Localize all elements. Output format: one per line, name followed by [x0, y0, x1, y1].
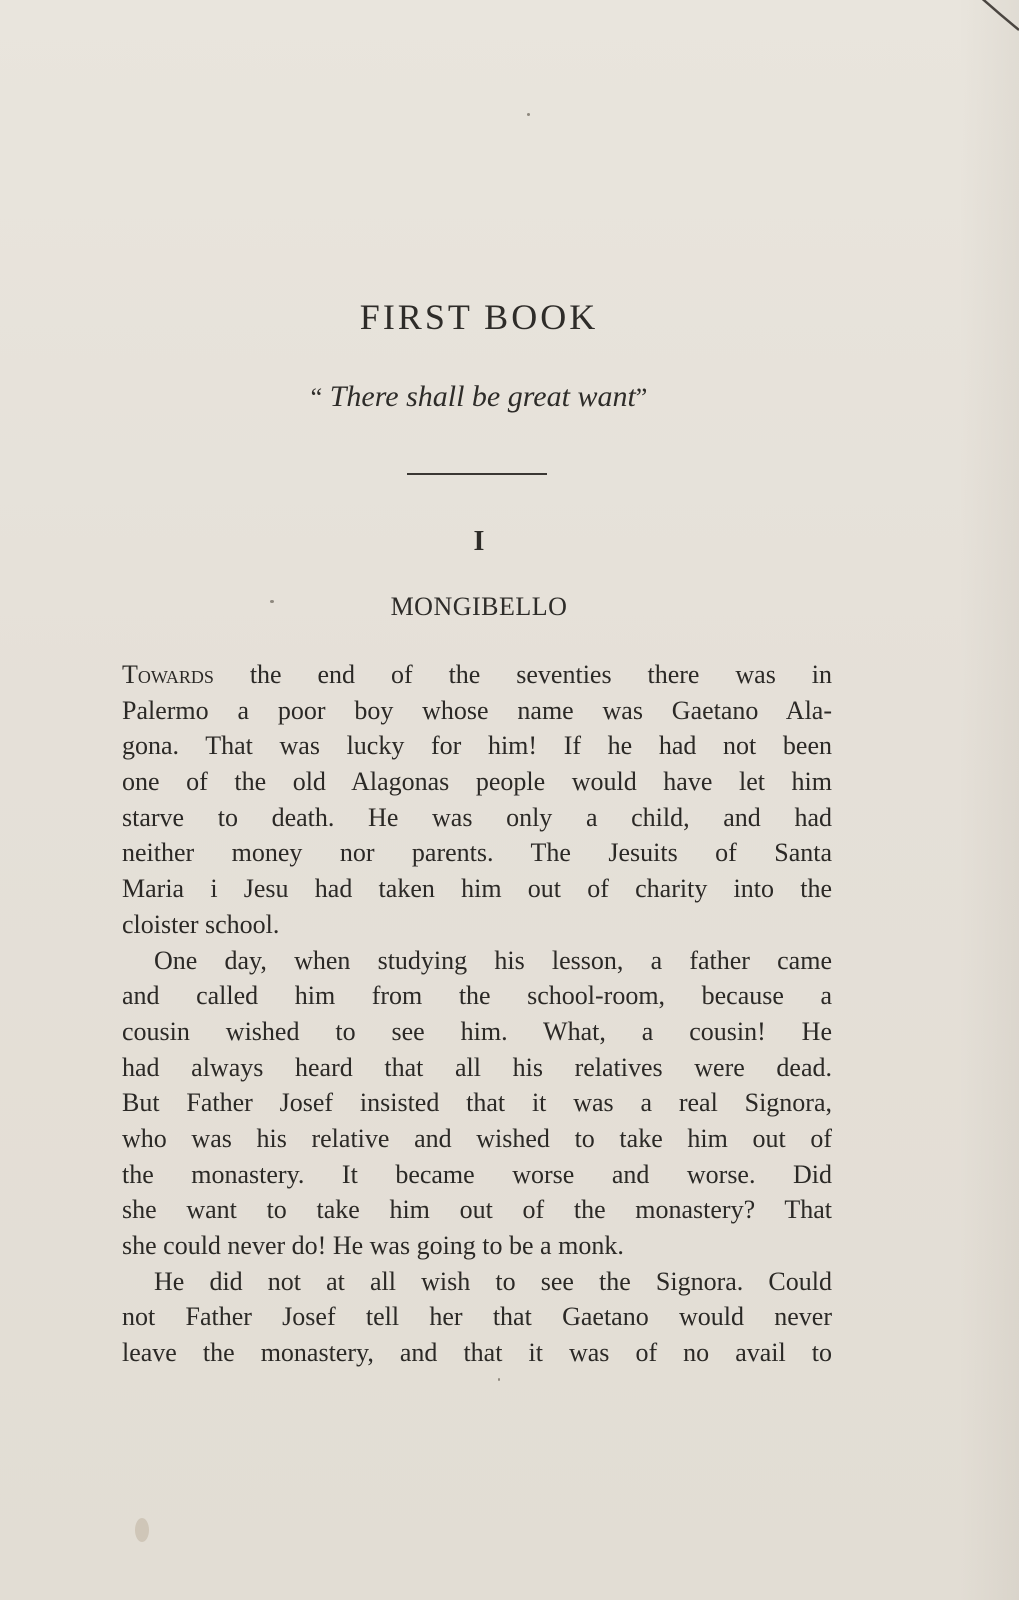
epigraph-open-quote: “ [310, 383, 323, 412]
text-line: leave the monastery, and that it was of no avail to [122, 1338, 832, 1368]
text-line: One day, when studying his lesson, a father came [154, 945, 832, 975]
torn-corner-icon [959, 0, 1019, 44]
book-title: FIRST BOOK [359, 297, 599, 337]
text-line: and called him from the school-room, because a [122, 981, 832, 1011]
opening-word: Towards [122, 660, 214, 689]
chapter-number: I [473, 526, 485, 557]
text-line: Maria i Jesu had taken him out of charity into the [122, 874, 832, 904]
paragraph [122, 1264, 832, 1371]
paper-speck [135, 1518, 149, 1542]
text-line: gona. That was lucky for him! If he had not been [122, 731, 832, 761]
text-line: had always heard that all his relatives were dead. [122, 1052, 832, 1082]
epigraph-text: There shall be great want [329, 380, 636, 413]
body-text [122, 657, 832, 1371]
page-edge-shadow [959, 0, 1019, 1600]
text-line: the monastery. It became worse and worse. Did [122, 1159, 832, 1189]
text-line: He did not at all wish to see the Signora. Could [154, 1266, 832, 1296]
text-line: not Father Josef tell her that Gaetano would never [122, 1302, 832, 1332]
text-line: Palermo a poor boy whose name was Gaetano Ala- [122, 695, 832, 725]
epigraph-close-quote: ” [635, 383, 648, 412]
text-line: she want to take him out of the monastery? That [122, 1195, 832, 1225]
text-line: But Father Josef insisted that it was a real Signora, [122, 1088, 832, 1118]
text-line: neither money nor parents. The Jesuits of Santa [122, 838, 832, 868]
text-line [122, 657, 832, 693]
text-line: cousin wished to see him. What, a cousin! He [122, 1016, 832, 1046]
text-line: starve to death. He was only a child, and had [122, 802, 832, 832]
paper-speck [270, 600, 274, 603]
text-line-rest: the end of the seventies there was in [213, 660, 832, 689]
section-divider [407, 473, 547, 475]
paper-speck [527, 113, 530, 116]
text-line: cloister school. [122, 909, 280, 939]
text-line: who was his relative and wished to take him out of [122, 1123, 832, 1153]
paragraph [122, 943, 832, 1264]
paragraph [122, 657, 832, 943]
text-line: she could never do! He was going to be a monk. [122, 1231, 624, 1260]
epigraph [0, 380, 958, 414]
chapter-title: MONGIBELLO [390, 592, 568, 621]
text-line: one of the old Alagonas people would have let him [122, 767, 832, 797]
paper-speck [498, 1378, 500, 1381]
